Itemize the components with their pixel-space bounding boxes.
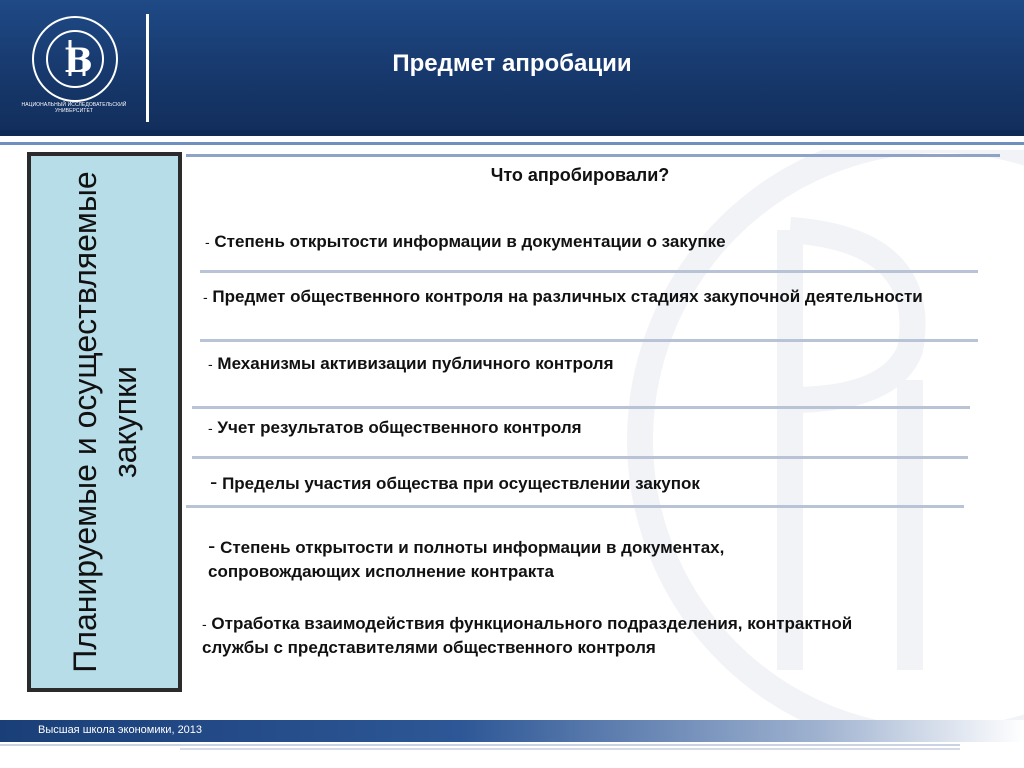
item-dash: - xyxy=(208,356,213,372)
separator xyxy=(186,505,964,508)
header-stripe xyxy=(0,142,1024,145)
page-title: Предмет апробации xyxy=(392,50,632,77)
logo-caption: НАЦИОНАЛЬНЫЙ ИССЛЕДОВАТЕЛЬСКИЙ УНИВЕРСИТЕТ xyxy=(21,102,127,114)
item-text: Отработка взаимодействия функционального подразделения, контрактной службы с представителями общественного контроля xyxy=(202,614,853,657)
side-panel xyxy=(27,152,182,692)
item-dash: - xyxy=(208,420,213,436)
list-item xyxy=(208,534,848,584)
list-item xyxy=(208,416,968,440)
hse-logo-icon xyxy=(30,14,120,104)
item-dash: - xyxy=(208,533,216,558)
item-dash: - xyxy=(203,289,208,305)
svg-text:В: В xyxy=(64,41,93,81)
list-item xyxy=(205,230,965,254)
separator xyxy=(192,406,970,409)
item-text: Степень открытости и полноты информации в документах, сопровождающих исполнение контракта xyxy=(208,538,725,581)
list-item xyxy=(210,470,970,496)
footer-divider xyxy=(0,744,960,746)
item-dash: - xyxy=(210,469,218,494)
side-panel-text: Планируемые и осуществляемые закупки xyxy=(66,171,143,673)
separator xyxy=(192,456,968,459)
list-item xyxy=(202,612,882,660)
footer-text: Высшая школа экономики, 2013 xyxy=(38,724,203,736)
item-dash: - xyxy=(205,234,210,250)
list-item xyxy=(203,285,963,309)
item-text: Пределы участия общества при осуществлении закупок xyxy=(222,474,700,493)
separator xyxy=(200,270,978,273)
item-text: Предмет общественного контроля на различных стадиях закупочной деятельности xyxy=(212,287,923,306)
item-text: Механизмы активизации публичного контроля xyxy=(217,354,614,373)
section-question: Что апробировали? xyxy=(490,165,670,185)
bottom-divider xyxy=(180,748,960,750)
header-divider xyxy=(146,14,149,122)
item-text: Учет результатов общественного контроля xyxy=(217,418,582,437)
item-dash: - xyxy=(202,616,207,632)
list-item xyxy=(208,352,968,376)
divider xyxy=(186,154,1000,157)
item-text: Степень открытости информации в документации о закупке xyxy=(214,232,726,251)
separator xyxy=(200,339,978,342)
